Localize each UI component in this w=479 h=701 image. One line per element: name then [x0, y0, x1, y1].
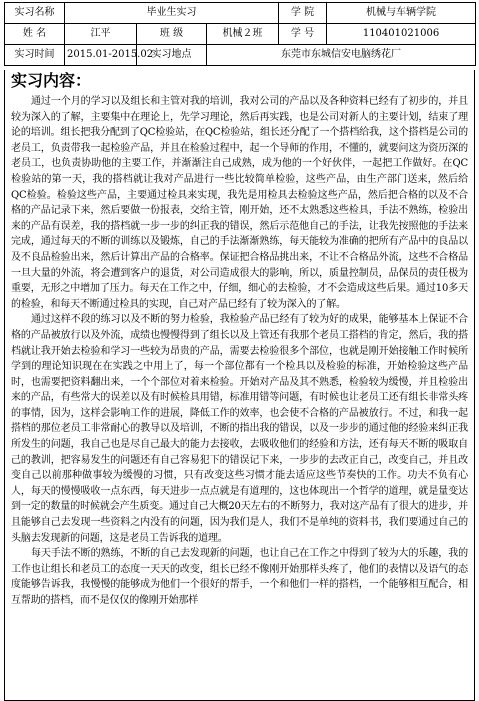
student-name-label: 姓 名 — [5, 24, 65, 45]
info-row-1 — [5, 3, 476, 24]
college-label: 学 院 — [279, 3, 327, 24]
paragraph: 通过这样不段的练习以及不断的努力检验，我检验产品已经有了较为好的成果，能够基本上保证不合格的产品被放行以及外流，成绩也慢慢得到了组长以及上管还有我那个老员工搭档的肯定，然后，我的搭档就让我开始去检验和学习一些较为昂贵的产品，需要去检验很多个部位，也就是刚开始接触工作时候所学到的理论知识现在在实践之中用上了，每一个部位都有一个检具以及检验的标准，开始检验这些产品时，也需要把资料翻出来，一个个部位对着来检验。开始对产品及其不熟悉，检验较为缓慢，并且检验出来的产品，有些常大的误差以及有时候检具用错，标准用错等问题，有时候也让老员工还有组长非常头疼的事情，因为，这样会影响工作的进展，降低工作的效率，也会使不合格的产品被放行。不过，和我一起搭档的那位老员工非常耐心的教导以及培训，不断的指出我的错误，以及一步步的通过他的经验来纠正我所发生的问题，我自己也是尽自己最大的能力去接收，去吸收他们的经验和方法，还有每天不断的吸取自己的教训，把容易发生的问题还有自己容易犯下的错误记下来，一步步的去改正自己，改变自己，并且改变自己以前那种做事较为缓慢的习惯，只有改变这些习惯才能去适应这些节奏快的工作。功夫不负有心人，每天的慢慢吸收一点东西，每天进步一点点就是有道理的，这也体现出一个哲学的道理，就是量变达到一定的数量的时候就会产生质变。通过自己大概20天左右的不断努力，我对这产品有了很大的进步，并且能够自己去发现一些资料之内没有的问题，因为我们是人，我们不是单纯的资料书，我们要通过自己的头脑去发现新的问题，这是老员工告诉我的道理。 — [11, 314, 468, 544]
internship-name-label: 实习名称 — [5, 3, 65, 24]
paragraph: 每天手法不断的熟练，不断的自己去发现新的问题，也让自己在工作之中得到了较为大的乐趣，我的工作也让组长和老员工的态度一天天的改变，组长已经不像刚开始那样头疼了，他们的表情以及语气的态度能够告诉我，我慢慢的能够成为他们一个很好的帮手，一个和他们一样的搭档，一个能够相互配合，相互帮助的搭档，而不是仅仅的像刚开始那样 — [11, 548, 468, 606]
info-row-2 — [5, 24, 476, 45]
info-table — [4, 2, 476, 66]
section-title: 实习内容： — [11, 71, 92, 90]
student-id-value: 110401021006 — [327, 24, 476, 45]
class-value: 机械２班 — [207, 24, 279, 45]
class-label: 班 级 — [137, 24, 207, 45]
info-row-3 — [5, 45, 476, 66]
paragraph: 通过一个月的学习以及组长和主管对我的培训，我对公司的产品以及各种资料已经有了初步的，并且较为深入的了解，主要集中在理论上，先学习理论，然后再实践，也是公司对新人的主要计划，结束了理论的培训。组长把我分配到了QC检验站，在QC检验站，组长还分配了一个搭档给我，这个搭档是公司的老员工，负责带我一起检验产品，并且在检验过程中，起一个导师的作用，不懂的，就要问这为资历深的老员工，也负责协助他的主要工作，并渐渐注自己成熟，成为他的一个好伙伴，一起把工作做好。在QC检验站的第一天，我的搭档就让我对产品进行一些比较简单检验，这些产品，由生产部门送来，然后给QC检验。检验这些产品，主要通过检具来实现，我先是用检具去检验这些产品，然后把合格的以及不合格的产品记录下来，然后要做一份报表，交给主管，刚开始，还不太熟悉这些检具，手法不熟练，检验出来的产品有误差，我的搭档就一步一步的纠正我的错误，然后示范他自己的手法，让我先按照他的手法来完成，通过每天的不断的训练以及锻炼，自己的手法渐渐熟练，每天能较为准确的把所有产品中的良品以及不良品检验出来，然后计算出产品的合格率。保证把合格品挑出来，不让不合格品外流，这些不合格品一旦大量的外流，将会遭到客户的退货，对公司造成很大的影响，所以，质量控制员，品保员的责任极为重要，无形之中增加了压力。每天在工作之中，仔细，细心的去检验，才不会造成这些后果。通过10多天的检验，和每天不断通过检具的实现，自己对产品已经有了较为深入的了解。 — [11, 96, 468, 310]
internship-place-label: 实习地点 — [137, 45, 207, 66]
internship-time-value: 2015.01-2015.02 — [65, 45, 137, 66]
student-name-value: 江平 — [65, 24, 137, 45]
content-body — [5, 92, 474, 609]
internship-place-value: 东莞市东城信安电脑绣花厂 — [207, 45, 476, 66]
college-value: 机械与车辆学院 — [327, 3, 476, 24]
internship-report-page — [4, 2, 475, 698]
internship-name-value: 毕业生实习 — [65, 3, 279, 24]
internship-time-label: 实习时间 — [5, 45, 65, 66]
internship-content-section — [4, 70, 475, 701]
student-id-label: 学 号 — [279, 24, 327, 45]
